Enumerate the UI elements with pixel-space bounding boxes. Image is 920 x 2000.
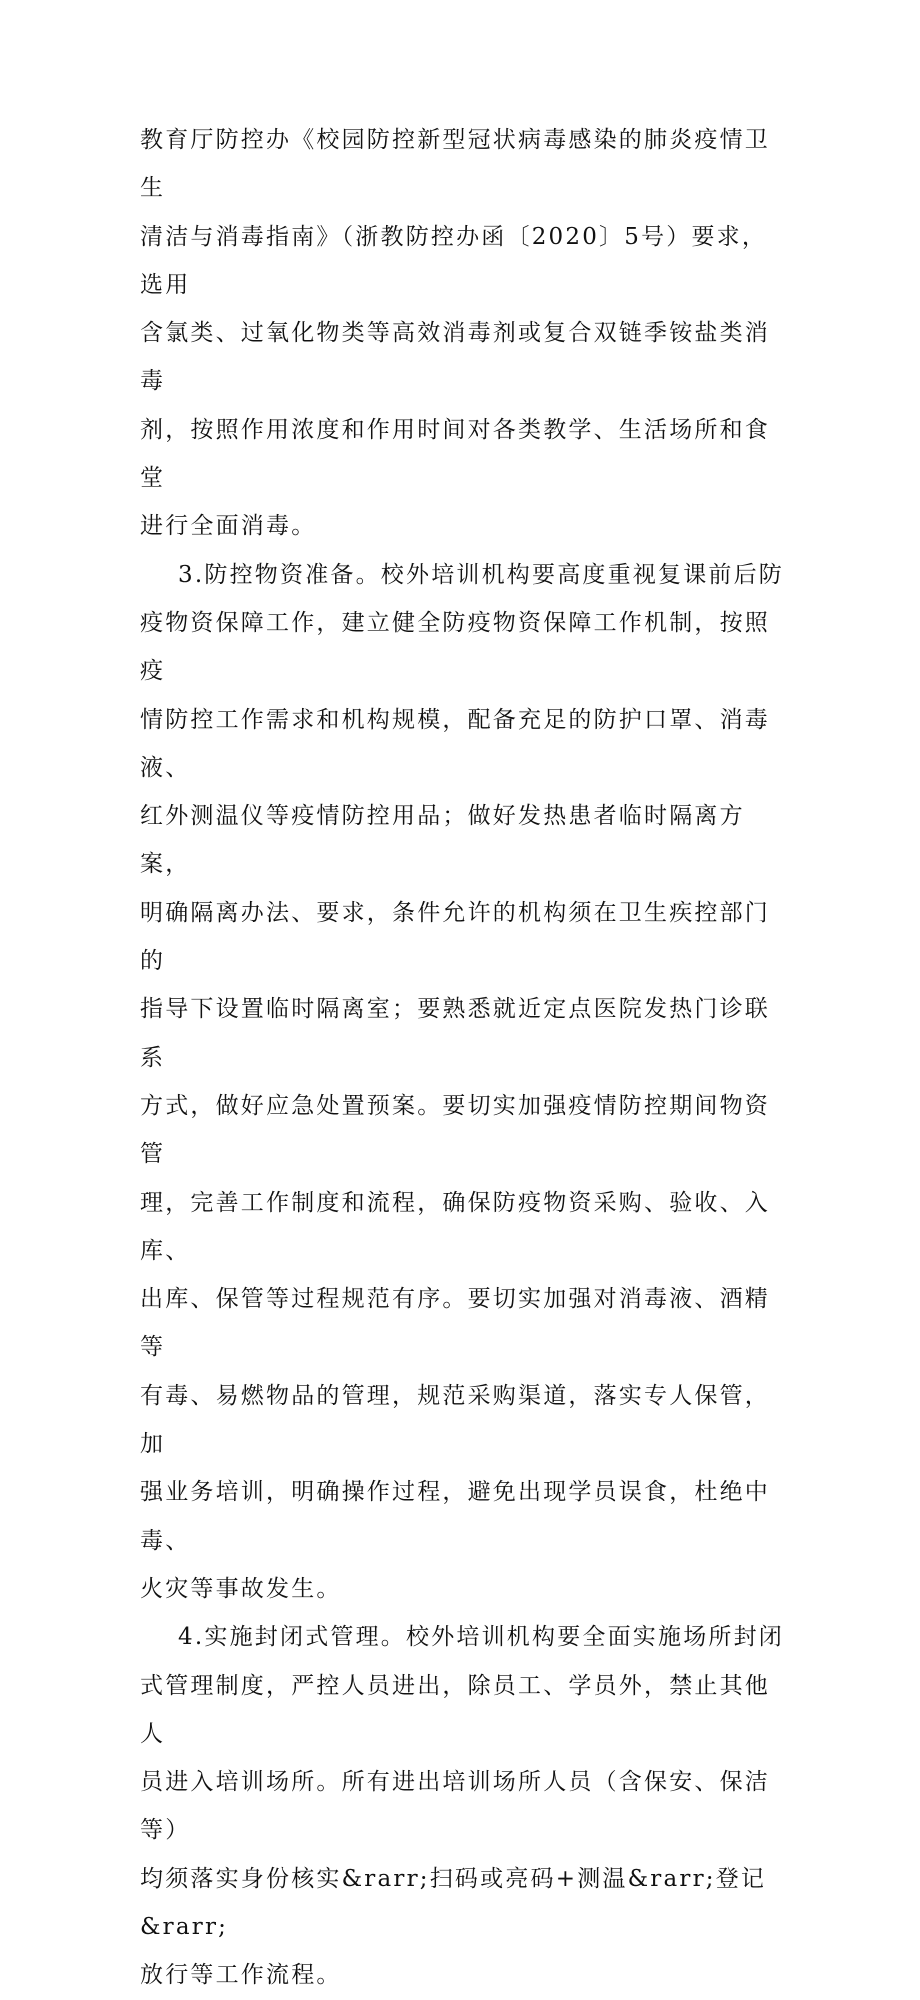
paragraph-supplies: 3.防控物资准备。校外培训机构要高度重视复课前后防 疫物资保障工作，建立健全防疫物资保障工作机制，按照疫 情防控工作需求和机构规模，配备充足的防护口罩、消毒液、 红外测温仪等疫情防控用品；做好发热患者临时隔离方案， 明确隔离办法、要求，条件允许的机构须在卫生疾控部门的 指导下设置临时隔离室；要熟悉就近定点医院发热门诊联系 方式，做好应急处置预案。要切实加强疫情防控期间物资管 理，完善工作制度和流程，确保防疫物资采购、验收、入库、 出库、保管等过程规范有序。要切实加强对消毒液、酒精等 有毒、易燃物品的管理，规范采购渠道，落实专人保管，加 强业务培训，明确操作过程，避免出现学员误食，杜绝中毒、 火灾等事故发生。 [140,561,784,1602]
paragraph-closed-management: 4.实施封闭式管理。校外培训机构要全面实施场所封闭 式管理制度，严控人员进出，除员工、学员外，禁止其他人 员进入培训场所。所有进出培训场所人员（含保安、保洁等） 均须落实身份核实&rarr;扫码或亮码+测温&rarr;登记&rarr; 放行等工作流程。 [140,1624,784,1989]
document-body [140,116,785,2000]
paragraph-disinfection: 教育厅防控办《校园防控新型冠状病毒感染的肺炎疫情卫生 清洁与消毒指南》（浙教防控办函〔2020〕5号）要求，选用 含氯类、过氧化物类等高效消毒剂或复合双链季铵盐类消毒 剂，按照作用浓度和作用时间对各类教学、生活场所和食堂 进行全面消毒。 [140,127,770,540]
